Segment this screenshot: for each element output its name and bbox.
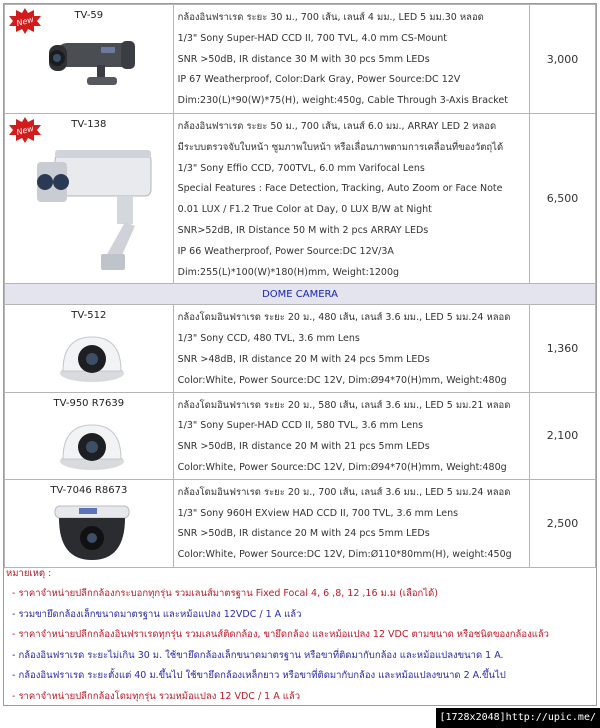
- spec-line: SNR>52dB, IR Distance 50 M with 2 pcs ARRAY LEDs: [177, 224, 429, 236]
- product-description: [173, 305, 529, 392]
- table-row: [5, 114, 596, 284]
- spec-line: Dim:230(L)*90(W)*75(H), weight:450g, Cable Through 3-Axis Bracket: [177, 95, 508, 107]
- spec-line: กล้องอินฟราเรด ระยะ 50 ม., 700 เส้น, เลนส์ 6.0 มม., ARRAY LED 2 หลอด: [177, 121, 497, 132]
- product-model: TV-138: [71, 119, 107, 130]
- note-line: - กล้องอินฟราเรด ระยะตั้งแต่ 40 ม.ขึ้นไป ใช้ขายึดกล้องเหล็กยาว หรือขาที่ติดมากับกล้อง และหม้อแปลงขนาด 2 A.ขึ้นไป: [12, 670, 506, 681]
- array-camera-icon: [27, 148, 157, 276]
- product-image-cell: [5, 114, 174, 284]
- product-model: TV-950 R7639: [53, 397, 125, 409]
- product-image-cell: [5, 305, 174, 392]
- product-price: 3,000: [530, 5, 596, 114]
- product-image-cell: [5, 392, 174, 479]
- spec-line: 1/3" Sony Effio CCD, 700TVL, 6.0 mm Varifocal Lens: [177, 162, 425, 174]
- product-price: 6,500: [530, 114, 596, 284]
- section-header: [5, 284, 596, 305]
- product-description: [173, 5, 529, 114]
- new-badge-icon: [7, 7, 43, 35]
- spec-line: 0.01 LUX / F1.2 True Color at Day, 0 LUX B/W at Night: [177, 204, 432, 216]
- note-line: - ราคาจำหน่ายปลีกกล้องอินฟราเรดทุกรุ่น รวมเลนส์ติดกล้อง, ขายึดกล้อง และหม้อแปลง 12 VDC ตามขนาด หรือชนิดของกล้องแล้ว: [12, 629, 550, 640]
- note-line: - กล้องอินฟราเรด ระยะไม่เกิน 30 ม. ใช้ขายึดกล้องเล็กขนาดมาตรฐาน หรือขาที่ติดมากับกล้อง และหม้อแปลงขนาด 1 A.: [12, 649, 504, 661]
- spec-line: IP 66 Weatherproof, Power Source:DC 12V/3A: [177, 245, 394, 257]
- product-model: TV-7046 R8673: [50, 484, 128, 496]
- spec-line: Color:White, Power Source:DC 12V, Dim:Ø110*80mm(H), weight:450g: [177, 549, 512, 561]
- spec-line: กล้องอินฟราเรด ระยะ 30 ม., 700 เส้น, เลนส์ 4 มม., LED 5 มม.30 หลอด: [177, 12, 484, 23]
- notes-section: [4, 564, 594, 707]
- spec-line: มีระบบตรวจจับใบหน้า ซูมภาพใบหน้า หรือเลื่อนภาพตามการเคลื่อนที่ของวัตถุได้: [177, 141, 504, 153]
- product-description: [173, 114, 529, 284]
- table-row: [5, 5, 596, 114]
- product-price: 2,100: [530, 392, 596, 479]
- note-line: - ราคาจำหน่ายปลีกกล้องโดมทุกรุ่น รวมหม้อแปลง 12 VDC / 1 A แล้ว: [12, 690, 301, 702]
- dome-camera-icon: [57, 329, 127, 385]
- spec-line: 1/3" Sony Super-HAD CCD II, 700 TVL, 4.0 mm CS-Mount: [177, 32, 447, 44]
- spec-line: กล้องโดมอินฟราเรด ระยะ 20 ม., 580 เส้น, เลนส์ 3.6 มม., LED 5 มม.21 หลอด: [177, 399, 511, 411]
- spec-line: SNR >48dB, IR distance 20 M with 24 pcs 5mm LEDs: [177, 353, 430, 365]
- new-badge-icon: [7, 116, 43, 144]
- product-model: TV-512: [71, 310, 107, 322]
- svg-text:New: New: [15, 123, 35, 138]
- bullet-camera-icon: [43, 35, 143, 93]
- image-host-watermark: [1728x2048]http://upic.me/: [436, 708, 600, 728]
- product-description: [173, 479, 529, 567]
- note-line: - ราคาจำหน่ายปลีกกล้องกระบอกทุกรุ่น รวมเลนส์มาตรฐาน Fixed Focal 4, 6 ,8, 12 ,16 ม.ม (เลือกได้): [12, 588, 438, 599]
- product-image-cell: [5, 479, 174, 567]
- spec-line: SNR >50dB, IR distance 20 M with 24 pcs 5mm LEDs: [177, 528, 430, 540]
- table-row: [5, 305, 596, 392]
- dome-camera-icon: [57, 417, 127, 473]
- product-price: 1,360: [530, 305, 596, 392]
- product-image-cell: [5, 5, 174, 114]
- spec-line: 1/3" Sony CCD, 480 TVL, 3.6 mm Lens: [177, 333, 360, 345]
- spec-line: 1/3" Sony Super-HAD CCD II, 580 TVL, 3.6 mm Lens: [177, 420, 424, 432]
- spec-line: Color:White, Power Source:DC 12V, Dim:Ø94*70(H)mm, Weight:480g: [177, 374, 507, 386]
- product-table: [4, 4, 596, 568]
- dome-camera-icon: [49, 502, 135, 564]
- spec-line: Special Features : Face Detection, Tracking, Auto Zoom or Face Note: [177, 183, 503, 195]
- note-line: - รวมขายึดกล้องเล็กขนาดมาตรฐาน และหม้อแปลง 12VDC / 1 A แล้ว: [12, 608, 302, 620]
- product-price: 2,500: [530, 479, 596, 567]
- dome-section-title: DOME CAMERA: [5, 284, 596, 305]
- table-row: [5, 392, 596, 479]
- spec-line: กล้องโดมอินฟราเรด ระยะ 20 ม., 700 เส้น, เลนส์ 3.6 มม., LED 5 มม.24 หลอด: [177, 486, 511, 498]
- spec-line: SNR >50dB, IR distance 30 M with 30 pcs 5mm LEDs: [177, 53, 430, 65]
- spec-line: Dim:255(L)*100(W)*180(H)mm, Weight:1200g: [177, 266, 400, 278]
- spec-line: กล้องโดมอินฟราเรด ระยะ 20 ม., 480 เส้น, เลนส์ 3.6 มม., LED 5 มม.24 หลอด: [177, 312, 511, 324]
- spec-line: 1/3" Sony 960H EXview HAD CCD II, 700 TVL, 3.6 mm Lens: [177, 507, 459, 519]
- product-model: TV-59: [74, 10, 104, 21]
- spec-line: IP 67 Weatherproof, Color:Dark Gray, Power Source:DC 12V: [177, 74, 461, 86]
- notes-header: หมายเหตุ :: [6, 568, 52, 579]
- svg-text:New: New: [15, 14, 35, 29]
- table-row: [5, 479, 596, 567]
- spec-line: Color:White, Power Source:DC 12V, Dim:Ø94*70(H)mm, Weight:480g: [177, 461, 507, 473]
- product-description: [173, 392, 529, 479]
- spec-line: SNR >50dB, IR distance 20 M with 21 pcs 5mm LEDs: [177, 441, 430, 453]
